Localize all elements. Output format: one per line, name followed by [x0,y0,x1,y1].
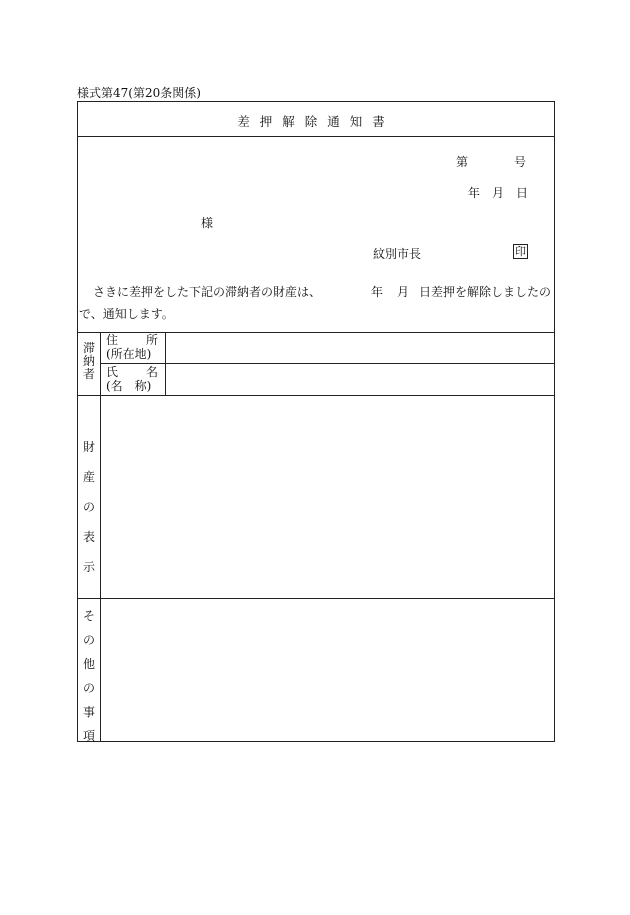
other-char-4: の [82,681,95,695]
property-char-4: 表 [82,530,95,544]
body-line-1-end: 日差押を解除しましたの [419,285,552,299]
addressee-suffix: 様 [201,216,214,230]
property-divider [78,598,554,599]
date-month: 月 [492,186,505,200]
delinquent-char-2: 納 [82,354,95,368]
name-label-b: 名 [145,365,158,379]
address-label [106,333,158,361]
property-label [78,432,100,582]
address-label-b: 所 [145,333,158,347]
title-divider [78,136,554,137]
doc-number-prefix: 第 [456,155,469,169]
delinquent-col-divider [100,332,101,742]
body-line-2: で、通知します。 [79,307,174,321]
address-label-sub: (所在地) [106,347,152,361]
seal-mark: 印 [515,245,526,258]
address-label-a: 住 [106,333,119,347]
notice-form [77,101,555,742]
date-year: 年 [468,186,481,200]
other-char-5: 事 [82,705,95,719]
address-divider [100,363,554,364]
property-char-1: 財 [82,440,95,454]
form-title: 差押解除通知書 [237,114,395,129]
delinquent-divider [78,395,554,396]
name-label [106,365,158,393]
doc-number-suffix: 号 [514,155,527,169]
body-line-1-start: さきに差押をした下記の滞納者の財産は、 [93,285,322,299]
body-year: 年 [371,285,384,299]
issuer: 紋別市長 [373,247,422,261]
delinquent-label [78,342,100,381]
other-label [78,604,100,748]
other-char-1: そ [82,609,95,623]
property-char-3: の [82,500,95,514]
property-char-2: 産 [82,470,95,484]
other-char-3: 他 [82,657,95,671]
name-label-sub: (名 称) [106,379,152,393]
date-day: 日 [516,186,529,200]
other-char-6: 項 [82,729,95,743]
form-number: 様式第47(第20条関係) [77,86,201,100]
property-char-5: 示 [82,560,95,574]
body-month: 月 [397,285,410,299]
other-char-2: の [82,633,95,647]
delinquent-char-3: 者 [82,367,95,381]
delinquent-char-1: 滞 [82,341,95,355]
name-label-a: 氏 [106,365,119,379]
